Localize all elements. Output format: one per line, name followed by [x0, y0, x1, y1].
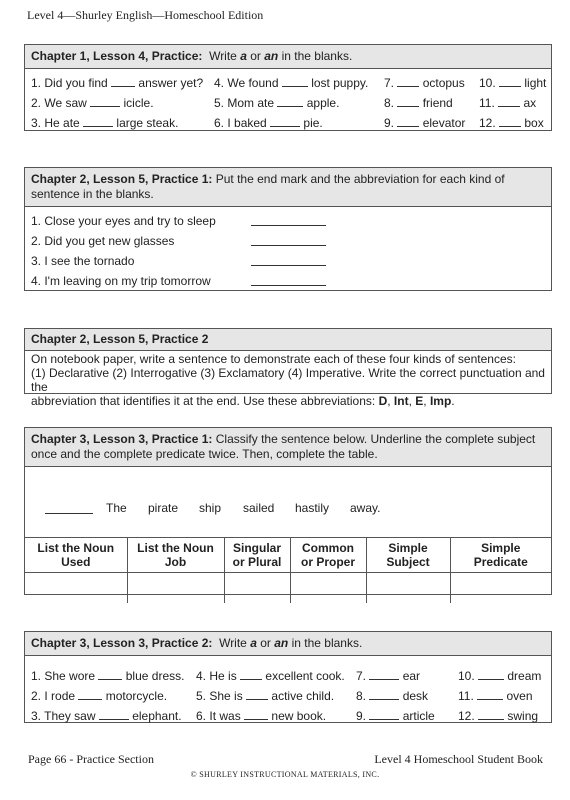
table-cell[interactable] [366, 573, 450, 604]
section-title: Chapter 3, Lesson 3, Practice 2: Write a or an in the blanks. [25, 632, 551, 656]
answer-blank[interactable] [277, 96, 303, 107]
classification-table [25, 537, 551, 603]
answer-blank[interactable] [397, 116, 419, 127]
list-item: 4. We found lost puppy. [214, 76, 369, 90]
list-item: 5. She is active child. [196, 689, 335, 703]
answer-blank[interactable] [498, 96, 520, 107]
list-item: 2. Did you get new glasses [31, 231, 545, 251]
page-header: Level 4—Shurley English—Homeschool Edition [27, 8, 264, 22]
answer-blank[interactable] [478, 709, 504, 720]
sentence-list [25, 207, 551, 295]
list-item: 3. They saw elephant. [31, 709, 182, 723]
table-cell[interactable] [127, 573, 224, 604]
col-header: Simple Predicate [450, 538, 551, 573]
footer-right: Level 4 Homeschool Student Book [374, 752, 543, 766]
answer-blank[interactable] [369, 689, 399, 700]
answer-blank[interactable] [246, 689, 268, 700]
list-item: 6. I baked pie. [214, 116, 323, 130]
section-title: Chapter 1, Lesson 4, Practice: Write a or an in the blanks. [25, 45, 551, 69]
list-item: 3. He ate large steak. [31, 116, 179, 130]
answer-blank[interactable] [499, 76, 521, 87]
answer-blank[interactable] [397, 76, 419, 87]
answer-blank[interactable] [397, 96, 419, 107]
col-header: Simple Subject [366, 538, 450, 573]
practice-box-ch3-l3-p2 [24, 631, 552, 723]
list-item: 4. He is excellent cook. [196, 669, 345, 683]
list-item: 5. Mom ate apple. [214, 96, 340, 110]
table-cell[interactable] [290, 573, 366, 604]
answer-blank[interactable] [369, 669, 399, 680]
list-item: 7. ear [356, 669, 421, 683]
answer-blank[interactable] [111, 76, 135, 87]
col-header: List the Noun Used [25, 538, 127, 573]
practice-box-ch1-l4 [24, 44, 552, 131]
article-items-grid [25, 656, 551, 726]
list-item: 3. I see the tornado [31, 251, 545, 271]
list-item: 11. oven [458, 689, 533, 703]
section-title: Chapter 3, Lesson 3, Practice 1: Classify the sentence below. Underline the complete subject once and the complete predicate twice. Then, complete the table. [25, 428, 551, 467]
answer-blank[interactable] [99, 709, 129, 720]
list-item: 12. box [479, 116, 544, 130]
section-title: Chapter 2, Lesson 5, Practice 2 [25, 329, 551, 351]
copyright: © SHURLEY INSTRUCTIONAL MATERIALS, INC. [190, 770, 380, 779]
footer-left: Page 66 - Practice Section [28, 752, 154, 766]
list-item: 2. We saw icicle. [31, 96, 154, 110]
classify-sentence: The pirate ship sailed hastily away. [25, 467, 551, 537]
table-cell[interactable] [224, 573, 290, 604]
list-item: 8. friend [384, 96, 453, 110]
answer-blank[interactable] [478, 669, 504, 680]
instructions: On notebook paper, write a sentence to demonstrate each of these four kinds of sentences: (1) Declarative (2) Interrogative (3) Exclamatory (4) Imperative. Write the correct punctuation and the abbreviation that identifies it at the end. Use these abbreviations: D, Int, E, Imp. [31, 352, 545, 408]
col-header: List the Noun Job [127, 538, 224, 573]
list-item: 2. I rode motorcycle. [31, 689, 168, 703]
table-cell[interactable] [25, 573, 127, 604]
list-item: 1. She wore blue dress. [31, 669, 185, 683]
answer-blank[interactable] [244, 709, 268, 720]
answer-blank[interactable] [369, 709, 399, 720]
list-item: 1. Did you find answer yet? [31, 76, 204, 90]
answer-blank[interactable] [251, 265, 326, 266]
list-item: 10. light [479, 76, 547, 90]
answer-blank[interactable] [78, 689, 102, 700]
article-items-grid [25, 69, 551, 133]
practice-box-ch2-l5-p2 [24, 328, 552, 408]
practice-box-ch2-l5-p1 [24, 167, 552, 291]
list-item: 8. desk [356, 689, 429, 703]
answer-blank[interactable] [240, 669, 262, 680]
answer-blank[interactable] [477, 689, 503, 700]
table-cell[interactable] [450, 573, 551, 604]
answer-blank[interactable] [98, 669, 122, 680]
answer-blank[interactable] [251, 285, 326, 286]
col-header: Common or Proper [290, 538, 366, 573]
answer-blank[interactable] [499, 116, 521, 127]
list-item: 11. ax [479, 96, 537, 110]
list-item: 9. article [356, 709, 435, 723]
answer-blank[interactable] [251, 245, 326, 246]
list-item: 12. swing [458, 709, 539, 723]
list-item: 6. It was new book. [196, 709, 327, 723]
list-item: 1. Close your eyes and try to sleep [31, 211, 545, 231]
answer-blank[interactable] [83, 116, 113, 127]
answer-blank[interactable] [282, 76, 308, 87]
list-item: 7. octopus [384, 76, 465, 90]
label-blank[interactable] [45, 513, 93, 514]
list-item: 4. I'm leaving on my trip tomorrow [31, 271, 545, 291]
answer-blank[interactable] [251, 225, 326, 226]
list-item: 10. dream [458, 669, 542, 683]
practice-box-ch3-l3-p1 [24, 427, 552, 595]
answer-blank[interactable] [270, 116, 300, 127]
col-header: Singular or Plural [224, 538, 290, 573]
list-item: 9. elevator [384, 116, 466, 130]
answer-blank[interactable] [90, 96, 120, 107]
section-title: Chapter 2, Lesson 5, Practice 1: Put the end mark and the abbreviation for each kind of sentence in the blanks. [25, 168, 551, 207]
